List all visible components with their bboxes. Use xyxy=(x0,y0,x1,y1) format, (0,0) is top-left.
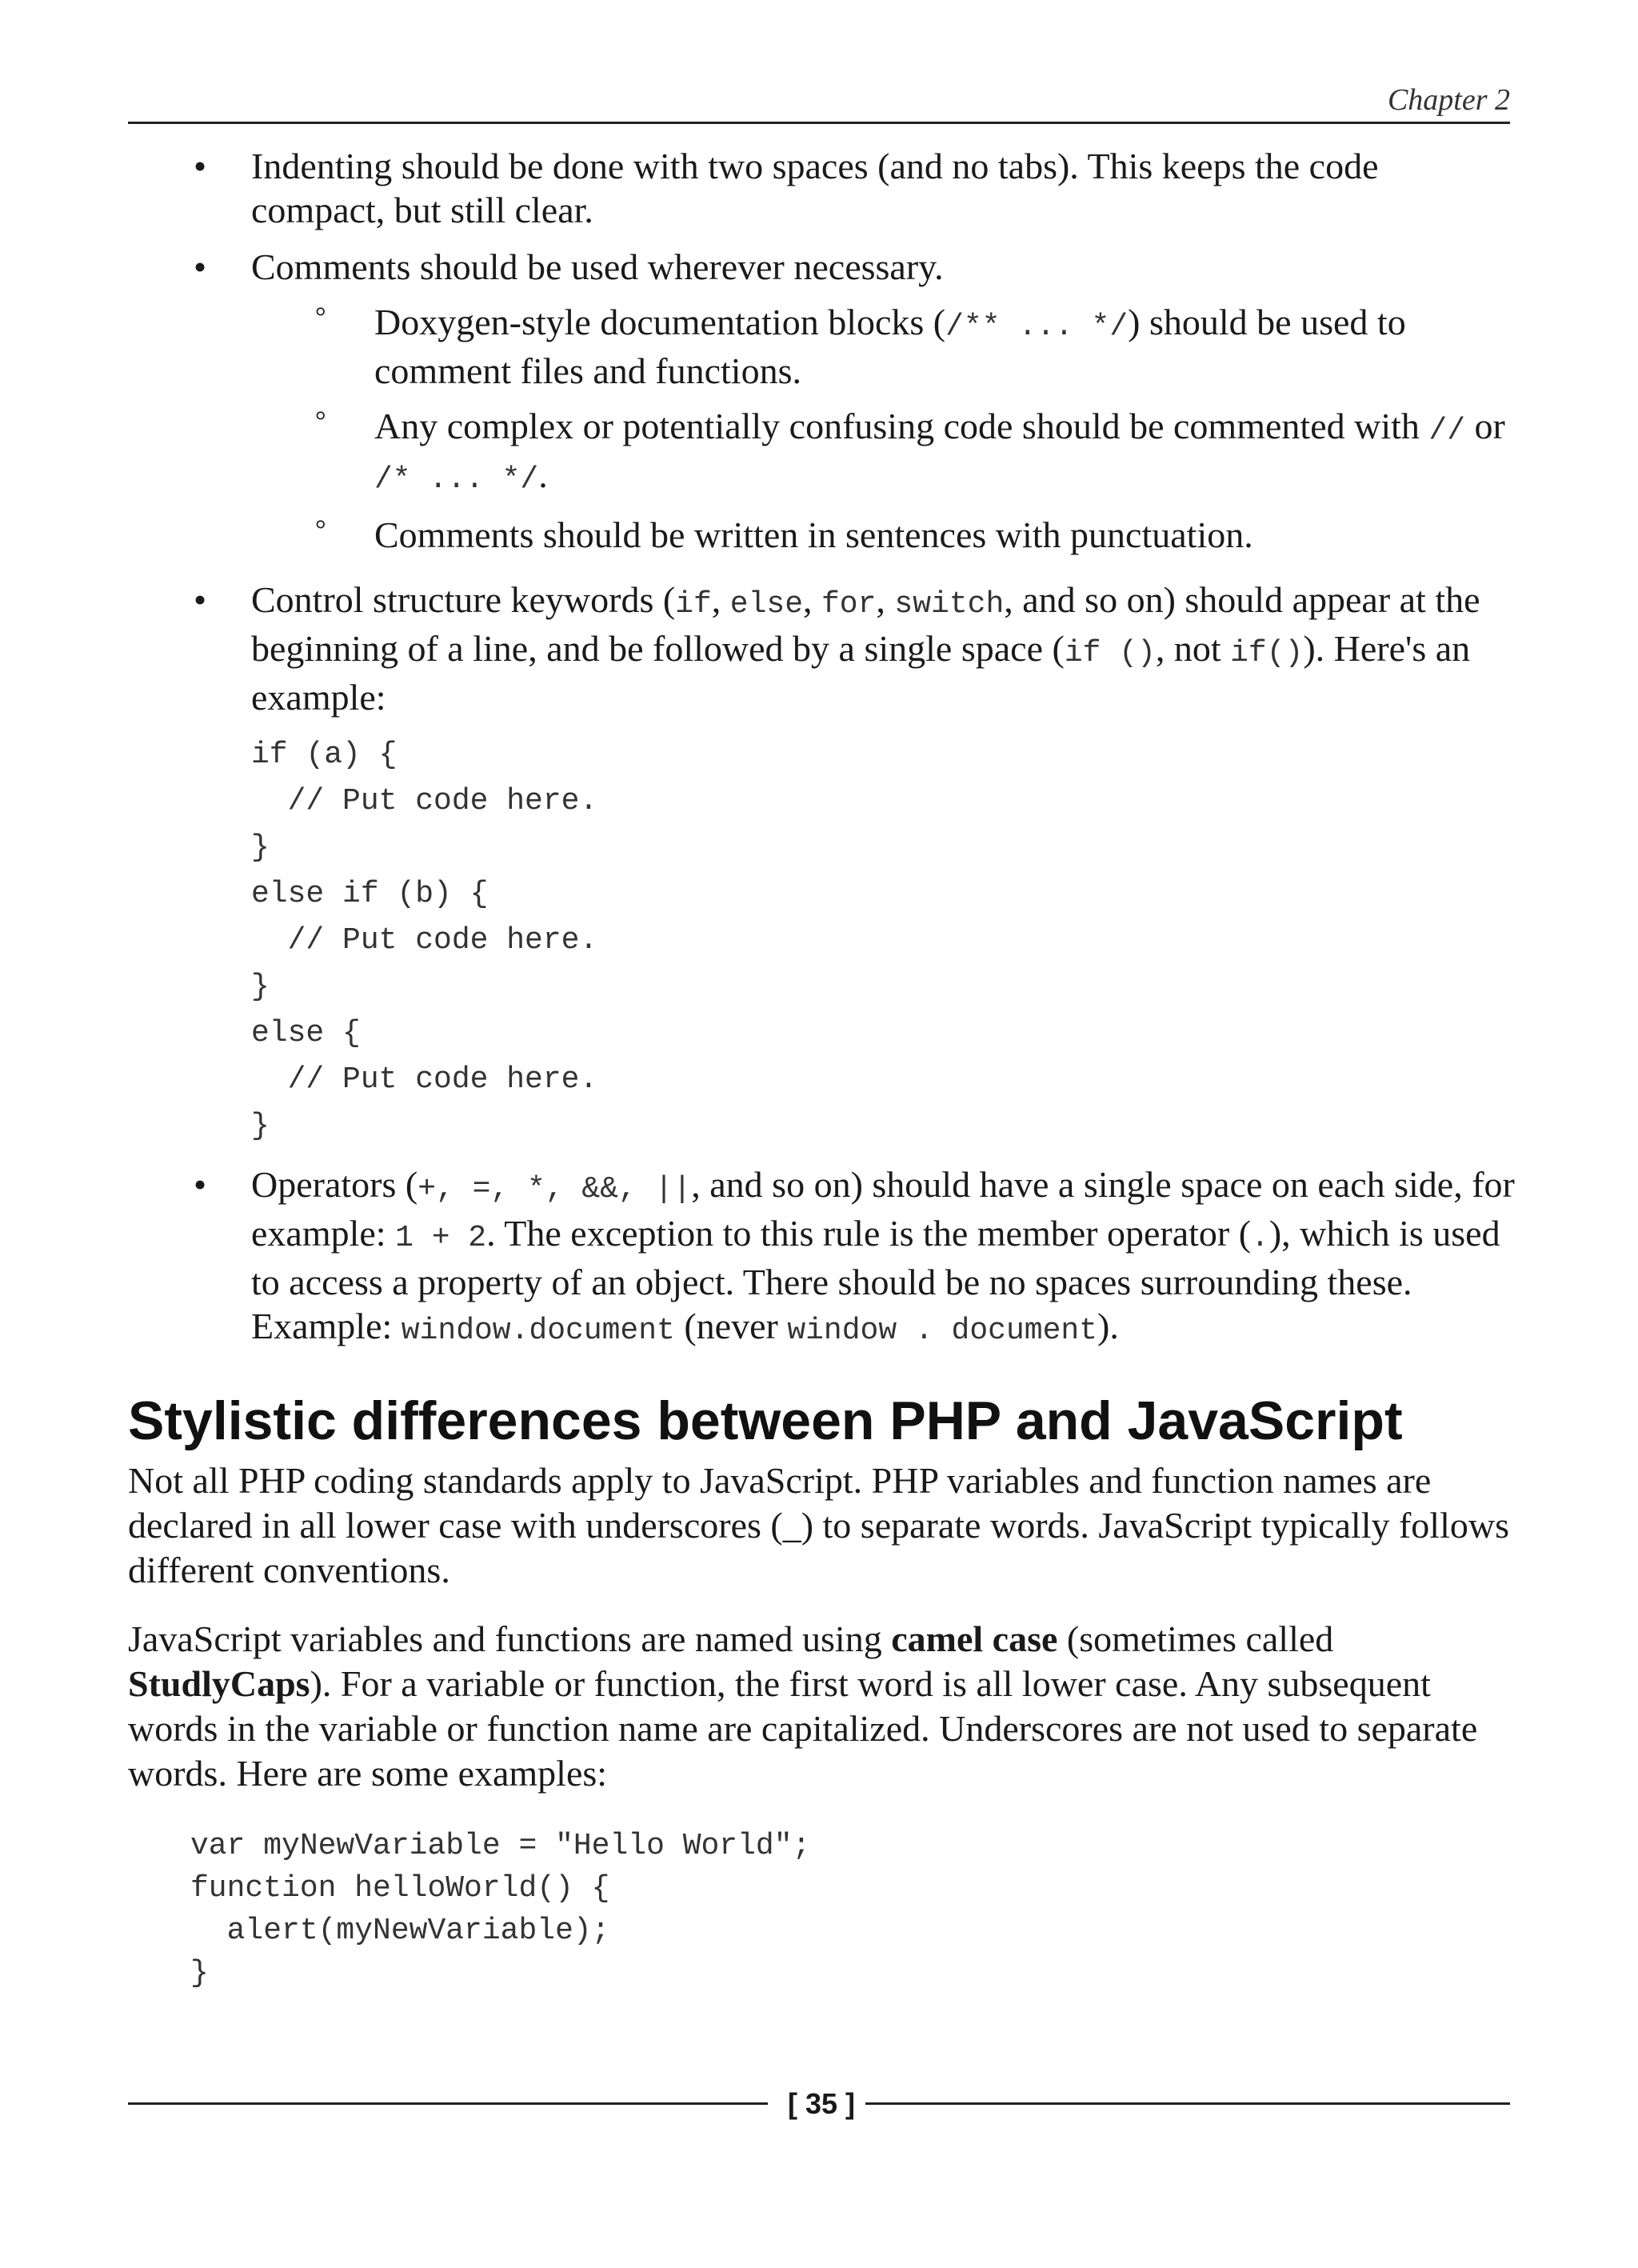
bullet-icon: • xyxy=(194,1164,207,1205)
code-block: var myNewVariable = "Hello World"; function helloWorld() { alert(myNewVariable); } xyxy=(190,1829,811,1990)
paragraph xyxy=(128,1617,1520,1796)
inline-code: else xyxy=(729,587,803,622)
text: , and so on) should appear at the beginning of a line, and be followed by a single space ( xyxy=(251,579,1480,669)
inline-code: // xyxy=(1428,414,1465,448)
bullet-item xyxy=(128,1162,1520,1353)
inline-code: 1 + 2 xyxy=(395,1221,487,1255)
text: Doxygen-style documentation blocks ( xyxy=(374,302,946,342)
bold-term: camel case xyxy=(891,1618,1058,1659)
sub-bullet-item xyxy=(251,404,1520,502)
text: ). Here's an example: xyxy=(251,628,1471,718)
bullet-icon: • xyxy=(194,246,207,287)
inline-code: switch xyxy=(894,587,1005,622)
bullet-item: • Control structure keywords (if, else, for, switch, and so on) should appear at the beginning of a line, and be followed by a single space (if (), not if()). Here's an example: if (a) { // Put code here. } else if (b) { // Put code here. } else { // Put code here. } xyxy=(128,578,1520,1150)
bullet-text: Indenting should be done with two spaces (and no tabs). This keeps the code compact, but still clear. xyxy=(251,146,1379,230)
page-footer xyxy=(128,2080,1510,2128)
sub-bullet-icon: ° xyxy=(315,515,326,545)
inline-code: . xyxy=(1251,1221,1269,1255)
sub-bullet-item xyxy=(251,300,1520,393)
footer-rule xyxy=(865,2102,1510,2105)
sub-bullet-icon: ° xyxy=(315,406,326,436)
text: ). For a variable or function, the first word is all lower case. Any subsequent words in the variable or function name are capitalized. Underscores are not used to separate words. Here are some examples: xyxy=(128,1663,1478,1794)
inline-code: +, =, *, &&, || xyxy=(417,1172,692,1206)
text: . xyxy=(538,454,548,495)
page-number: [ 35 ] xyxy=(787,2087,856,2120)
text: (never xyxy=(674,1306,788,1346)
text: (sometimes called xyxy=(1057,1618,1334,1659)
text: Control structure keywords ( xyxy=(251,579,676,620)
bold-term: StudlyCaps xyxy=(128,1663,310,1704)
text: . The exception to this rule is the member operator ( xyxy=(486,1213,1252,1254)
sub-bullet-icon: ° xyxy=(315,302,326,332)
text: Comments should be written in sentences with punctuation. xyxy=(374,514,1253,555)
bullet-text: Comments should be used wherever necessary. xyxy=(251,246,944,287)
running-head xyxy=(128,80,1510,124)
inline-code: if () xyxy=(1064,636,1156,670)
bullet-item xyxy=(128,144,1520,232)
inline-code: for xyxy=(821,587,877,622)
text: , not xyxy=(1155,628,1231,669)
inline-code: /** ... */ xyxy=(945,310,1129,344)
inline-code: if xyxy=(675,587,712,622)
text: JavaScript variables and functions are named using xyxy=(128,1618,892,1659)
footer-rule xyxy=(128,2102,768,2105)
section-heading: Stylistic differences between PHP and JavaScript xyxy=(128,1390,1403,1451)
code-block: if (a) { // Put code here. } else if (b) { // Put code here. } else { // Put code here. } xyxy=(251,738,598,1143)
text: Any complex or potentially confusing code should be commented with xyxy=(374,406,1429,446)
inline-code: window.document xyxy=(401,1314,675,1348)
sub-bullet-item xyxy=(251,513,1520,557)
text: , and so on) should have a single space on each side, for example: xyxy=(251,1164,1515,1254)
text: ), which is used to access a property of an object. There should be no spaces surrounding these. Example: xyxy=(251,1213,1500,1346)
inline-code: /* ... */ xyxy=(374,462,539,497)
chapter-label: Chapter 2 xyxy=(1387,83,1510,117)
inline-code: if() xyxy=(1230,636,1304,670)
text: Operators ( xyxy=(251,1164,418,1205)
text: or xyxy=(1465,406,1505,446)
text: ) should be used to comment files and functions. xyxy=(374,302,1406,391)
text: ). xyxy=(1097,1306,1119,1346)
inline-code: window . document xyxy=(787,1314,1097,1348)
page-content xyxy=(128,144,1520,1994)
bullet-item xyxy=(128,245,1520,557)
paragraph: Not all PHP coding standards apply to JavaScript. PHP variables and function names are declared in all lower case with underscores (_) to separate words. JavaScript typically follows different conventions. xyxy=(128,1460,1509,1590)
bullet-icon: • xyxy=(194,579,207,620)
bullet-icon: • xyxy=(194,146,207,186)
